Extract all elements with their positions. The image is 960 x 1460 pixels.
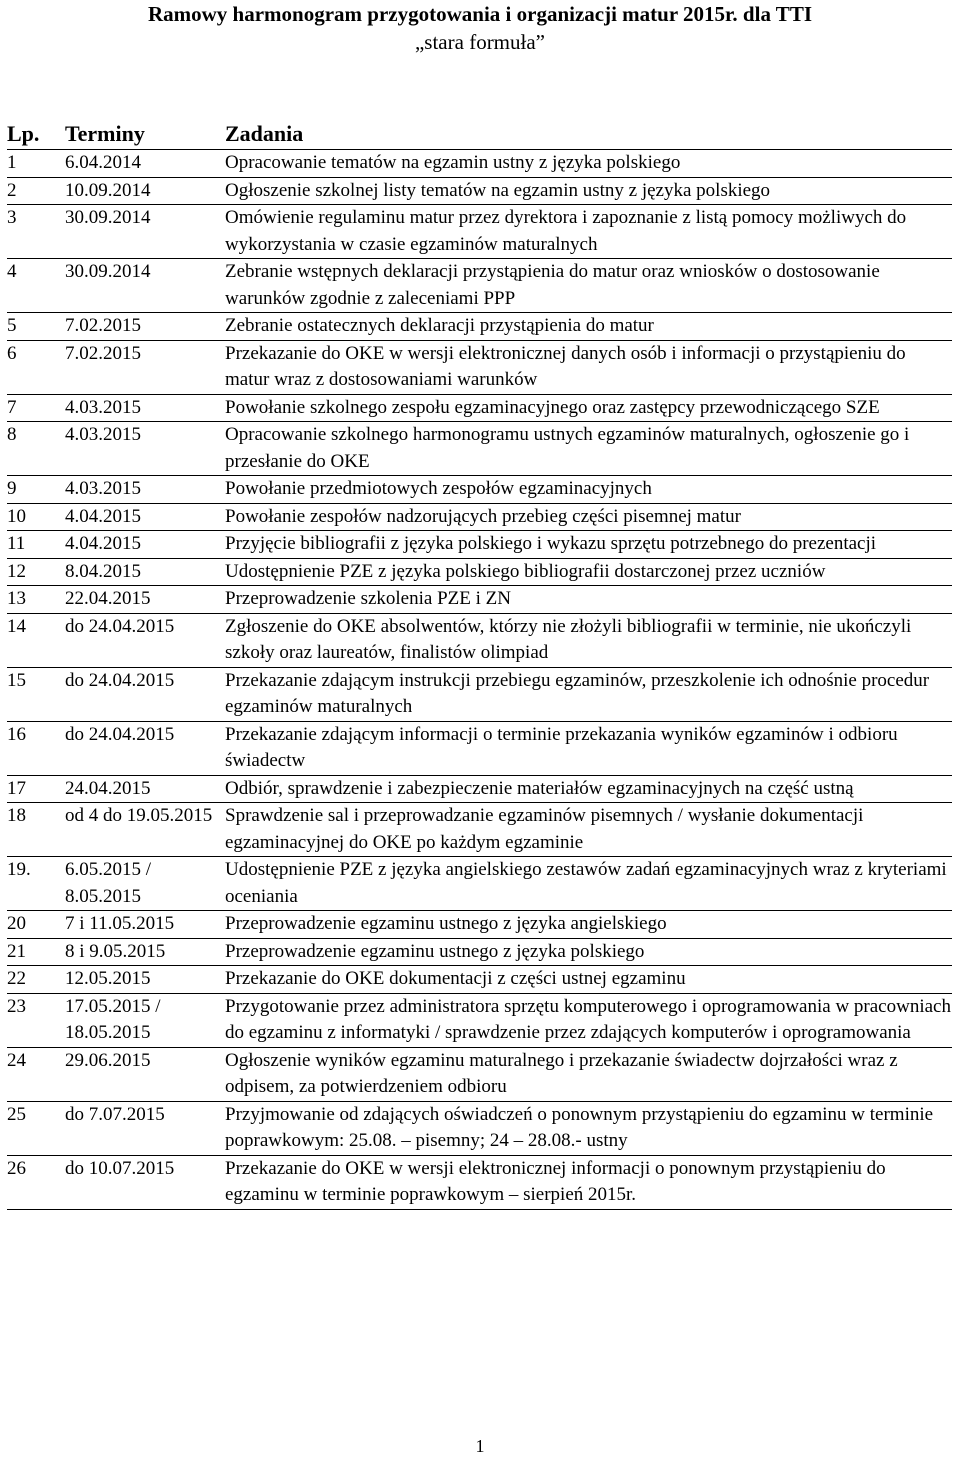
row-term: 7.02.2015 (65, 313, 225, 341)
row-lp: 8 (7, 422, 65, 476)
row-task: Udostępnienie PZE z języka polskiego bibliografii dostarczonej przez uczniów (225, 558, 952, 586)
row-task: Przeprowadzenie egzaminu ustnego z języka polskiego (225, 938, 952, 966)
row-task: Przeprowadzenie szkolenia PZE i ZN (225, 586, 952, 614)
row-lp: 1 (7, 150, 65, 178)
table-row (7, 966, 952, 994)
row-term: 4.03.2015 (65, 394, 225, 422)
row-lp: 17 (7, 775, 65, 803)
table-row (7, 1047, 952, 1101)
row-task: Przyjmowanie od zdających oświadczeń o ponownym przystąpieniu do egzaminu w terminie poprawkowym: 25.08. – pisemny; 24 – 28.08.- ustny (225, 1101, 952, 1155)
row-lp: 14 (7, 613, 65, 667)
schedule-table (7, 119, 952, 1210)
row-lp: 6 (7, 340, 65, 394)
header-lp: Lp. (7, 119, 65, 150)
row-lp: 21 (7, 938, 65, 966)
row-lp: 22 (7, 966, 65, 994)
row-task: Opracowanie tematów na egzamin ustny z języka polskiego (225, 150, 952, 178)
row-term: do 24.04.2015 (65, 721, 225, 775)
row-term: 4.03.2015 (65, 476, 225, 504)
row-term: 8 i 9.05.2015 (65, 938, 225, 966)
row-lp: 23 (7, 993, 65, 1047)
table-row (7, 857, 952, 911)
row-lp: 15 (7, 667, 65, 721)
row-task: Przekazanie zdającym informacji o terminie przekazania wyników egzaminów i odbioru świadectw (225, 721, 952, 775)
row-lp: 3 (7, 205, 65, 259)
row-term: 30.09.2014 (65, 259, 225, 313)
row-term: 12.05.2015 (65, 966, 225, 994)
row-task: Przekazanie do OKE dokumentacji z części ustnej egzaminu (225, 966, 952, 994)
row-term: 6.04.2014 (65, 150, 225, 178)
table-row (7, 586, 952, 614)
row-lp: 5 (7, 313, 65, 341)
row-lp: 18 (7, 803, 65, 857)
row-task: Opracowanie szkolnego harmonogramu ustnych egzaminów maturalnych, ogłoszenie go i przesłanie do OKE (225, 422, 952, 476)
row-task: Zgłoszenie do OKE absolwentów, którzy nie złożyli bibliografii w terminie, nie ukończyli szkoły oraz laureatów, finalistów olimpiad (225, 613, 952, 667)
row-term: 10.09.2014 (65, 177, 225, 205)
table-row (7, 313, 952, 341)
row-task: Zebranie ostatecznych deklaracji przystąpienia do matur (225, 313, 952, 341)
row-task: Przekazanie do OKE w wersji elektronicznej danych osób i informacji o przystąpieniu do matur wraz z dostosowaniami warunków (225, 340, 952, 394)
row-task: Ogłoszenie szkolnej listy tematów na egzamin ustny z języka polskiego (225, 177, 952, 205)
row-task: Omówienie regulaminu matur przez dyrektora i zapoznanie z listą pomocy możliwych do wykorzystania w czasie egzaminów maturalnych (225, 205, 952, 259)
page-number: 1 (475, 1436, 485, 1456)
row-term: 24.04.2015 (65, 775, 225, 803)
table-row (7, 667, 952, 721)
table-row (7, 531, 952, 559)
row-lp: 24 (7, 1047, 65, 1101)
row-term: 30.09.2014 (65, 205, 225, 259)
row-task: Przekazanie zdającym instrukcji przebiegu egzaminów, przeszkolenie ich odnośnie procedur egzaminów maturalnych (225, 667, 952, 721)
table-row (7, 340, 952, 394)
header-terminy: Terminy (65, 119, 225, 150)
row-term: od 4 do 19.05.2015 (65, 803, 225, 857)
table-row (7, 993, 952, 1047)
table-row (7, 177, 952, 205)
row-term: 4.04.2015 (65, 503, 225, 531)
table-row (7, 911, 952, 939)
row-term: 6.05.2015 / 8.05.2015 (65, 857, 225, 911)
row-task: Powołanie zespołów nadzorujących przebieg części pisemnej matur (225, 503, 952, 531)
table-row (7, 803, 952, 857)
row-term: 22.04.2015 (65, 586, 225, 614)
row-task: Odbiór, sprawdzenie i zabezpieczenie materiałów egzaminacyjnych na część ustną (225, 775, 952, 803)
row-term: 7.02.2015 (65, 340, 225, 394)
row-lp: 11 (7, 531, 65, 559)
row-term: 29.06.2015 (65, 1047, 225, 1101)
row-lp: 2 (7, 177, 65, 205)
row-lp: 16 (7, 721, 65, 775)
row-lp: 19. (7, 857, 65, 911)
row-task: Powołanie szkolnego zespołu egzaminacyjnego oraz zastępcy przewodniczącego SZE (225, 394, 952, 422)
table-row (7, 558, 952, 586)
row-term: do 24.04.2015 (65, 667, 225, 721)
row-task: Przygotowanie przez administratora sprzętu komputerowego i oprogramowania w pracowniach do egzaminu z informatyki / sprawdzenie przez zdających komputerów i oprogramowania (225, 993, 952, 1047)
table-row (7, 1101, 952, 1155)
row-lp: 13 (7, 586, 65, 614)
document-title: Ramowy harmonogram przygotowania i organizacji matur 2015r. dla TTI (147, 2, 812, 26)
row-term: 4.03.2015 (65, 422, 225, 476)
table-row (7, 150, 952, 178)
document-subtitle: „stara formuła” (414, 30, 545, 54)
row-task: Przyjęcie bibliografii z języka polskiego i wykazu sprzętu potrzebnego do prezentacji (225, 531, 952, 559)
table-row (7, 503, 952, 531)
row-task: Udostępnienie PZE z języka angielskiego zestawów zadań egzaminacyjnych wraz z kryteriami oceniania (225, 857, 952, 911)
table-row (7, 775, 952, 803)
row-term: 8.04.2015 (65, 558, 225, 586)
row-lp: 9 (7, 476, 65, 504)
table-row (7, 205, 952, 259)
table-row (7, 259, 952, 313)
row-term: do 10.07.2015 (65, 1155, 225, 1209)
row-lp: 4 (7, 259, 65, 313)
row-task: Powołanie przedmiotowych zespołów egzaminacyjnych (225, 476, 952, 504)
row-task: Przeprowadzenie egzaminu ustnego z języka angielskiego (225, 911, 952, 939)
row-lp: 10 (7, 503, 65, 531)
row-term: 7 i 11.05.2015 (65, 911, 225, 939)
table-row (7, 1155, 952, 1209)
row-lp: 12 (7, 558, 65, 586)
table-row (7, 394, 952, 422)
row-term: 17.05.2015 / 18.05.2015 (65, 993, 225, 1047)
row-task: Ogłoszenie wyników egzaminu maturalnego i przekazanie świadectw dojrzałości wraz z odpisem, za potwierdzeniem odbioru (225, 1047, 952, 1101)
row-term: do 24.04.2015 (65, 613, 225, 667)
table-row (7, 613, 952, 667)
table-header-row (7, 119, 952, 150)
table-row (7, 938, 952, 966)
table-row (7, 476, 952, 504)
row-task: Przekazanie do OKE w wersji elektronicznej informacji o ponownym przystąpieniu do egzaminu w terminie poprawkowym – sierpień 2015r. (225, 1155, 952, 1209)
table-row (7, 721, 952, 775)
row-term: do 7.07.2015 (65, 1101, 225, 1155)
row-task: Zebranie wstępnych deklaracji przystąpienia do matur oraz wniosków o dostosowanie warunków zgodnie z zaleceniami PPP (225, 259, 952, 313)
row-task: Sprawdzenie sal i przeprowadzanie egzaminów pisemnych / wysłanie dokumentacji egzaminacyjnej do OKE po każdym egzaminie (225, 803, 952, 857)
row-term: 4.04.2015 (65, 531, 225, 559)
header-zadania: Zadania (225, 119, 952, 150)
row-lp: 25 (7, 1101, 65, 1155)
row-lp: 20 (7, 911, 65, 939)
row-lp: 7 (7, 394, 65, 422)
table-row (7, 422, 952, 476)
schedule-table-body (7, 150, 952, 1210)
row-lp: 26 (7, 1155, 65, 1209)
